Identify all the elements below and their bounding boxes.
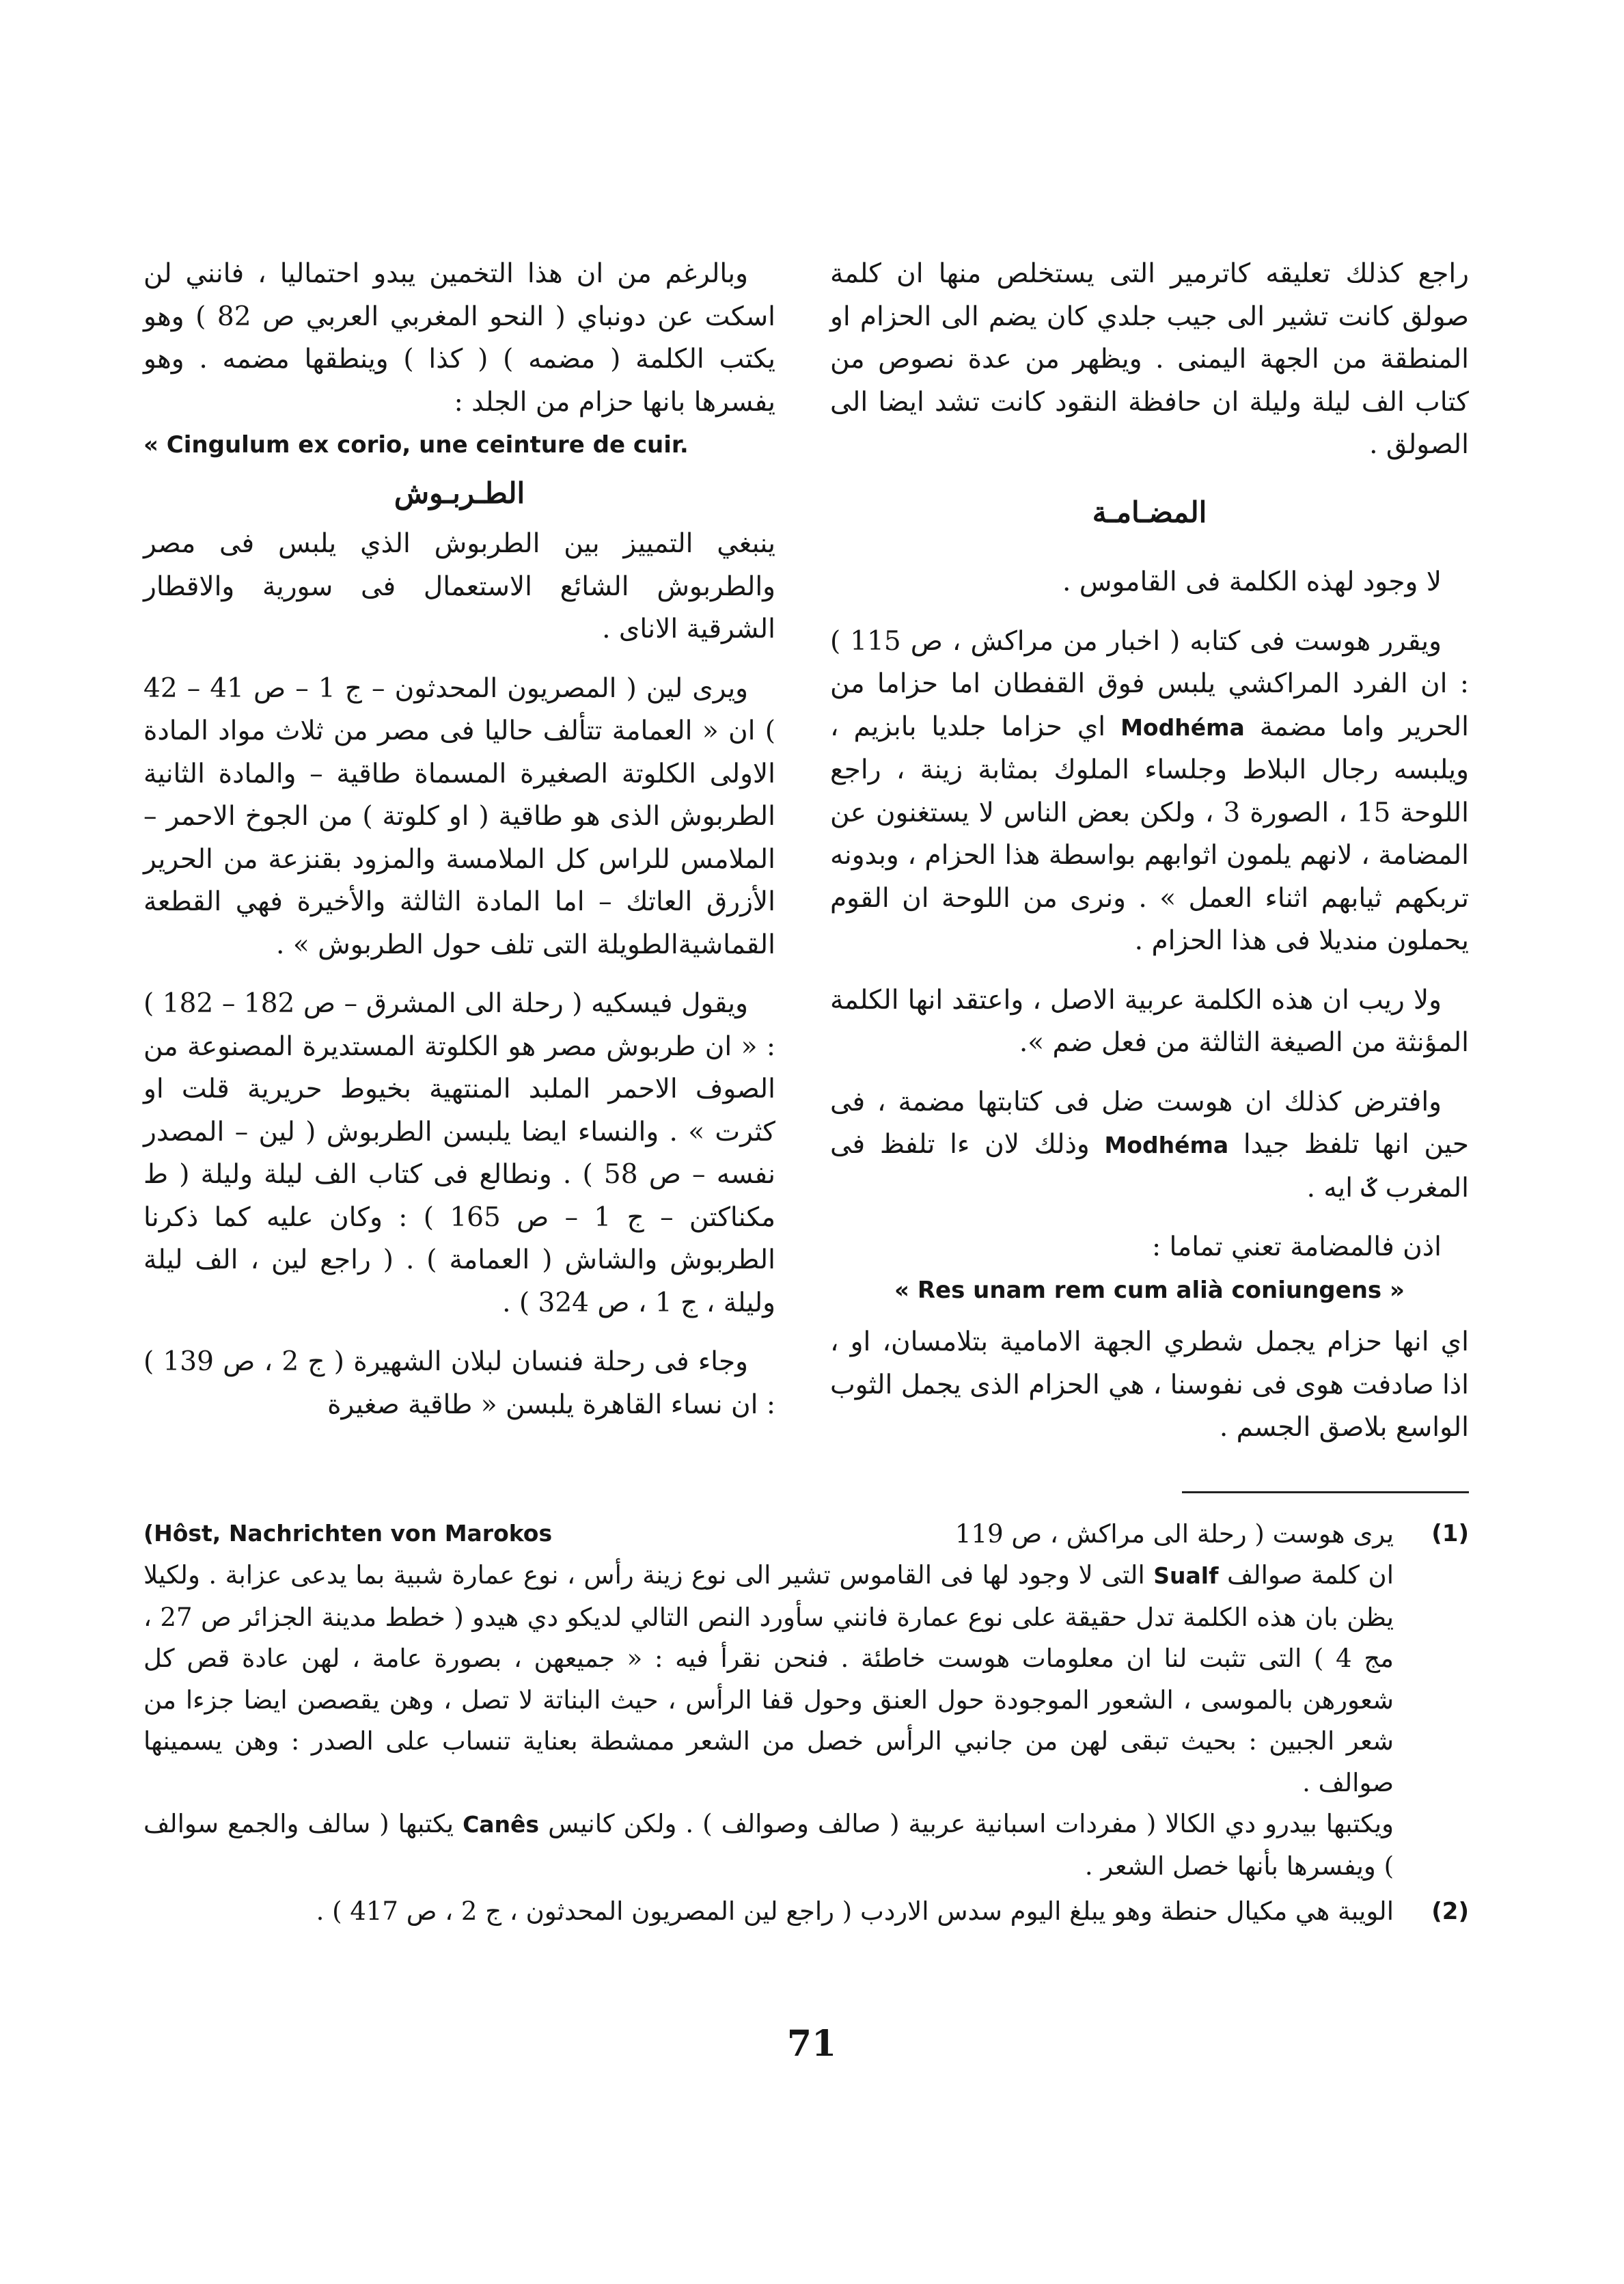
section-heading-tarbush: الطـربـوش	[394, 476, 525, 510]
footnote-1-marker: (1)	[1431, 1520, 1469, 1547]
right-paragraph-4	[830, 1081, 1469, 1210]
right-column	[830, 253, 1469, 1466]
right-paragraph-2-text-b: اي حزاما جلديا بابزيم ، ويلبسه رجال البلاط وجلساء الملوك بمثابة زينة ، راجع اللوحة 15 ، الصورة 3 ، ولكن بعض الناس لا يستغنون عن المضامة ، لانهم يلمون اثوابهم بواسطة هذا الحزام ، وبدونه تربكهم ثيابهم اثناء العمل » . ونرى من اللوحة ان القوم يحملون منديلا فى هذا الحزام .	[830, 711, 1469, 956]
footnote-1-latin-sualf: Sualf	[1153, 1562, 1219, 1589]
footnote-1	[143, 1513, 1469, 1887]
left-paragraph-3: ويقول فيسكيه ( رحلة الى المشرق – ص 182 – 182 ) : « ان طربوش مصر هو الكلوتة المستديرة المصنوعة من الصوف الاحمر الملبد المنتهية بخيوط حريرية قلت او كثرت » . والنساء ايضا يلبسن الطربوش ( لين – المصدر نفسه – ص 58 ) . ونطالع فى كتاب الف ليلة وليلة ( ط مكناكتن – ج 1 – ص 165 ) : وكان عليه كما ذكرنا الطربوش والشاش ( العمامة ) . ( راجع لين ، الف ليلة وليلة ، ج 1 ، ص 324 ) .	[143, 988, 775, 1318]
footnote-2-marker: (2)	[1431, 1898, 1469, 1925]
footnote-1-text-c: ويكتبها بيدرو دي الكالا ( مفردات اسبانية عربية ( صالف وصوالف ) . ولكن كانيس	[548, 1809, 1394, 1838]
footnote-1-text-a: ان كلمة صوالف	[1227, 1560, 1394, 1590]
left-paragraph-1: ينبغي التمييز بين الطربوش الذي يلبس فى مصر والطربوش الشائع الاستعمال فى سورية والاقطار الشرقية الاناى .	[143, 528, 775, 644]
footnote-2	[143, 1891, 1469, 1933]
right-paragraph-5: اذن فالمضامة تعني تماما :	[1151, 1232, 1442, 1262]
left-paragraph-4: وجاء فى رحلة فنسان لبلان الشهيرة ( ج 2 ، ص 139 ) : ان نساء القاهرة يلبسن « طاقية صغيرة	[143, 1346, 775, 1420]
right-paragraph-6: اي انها حزام يجمل شطري الجهة الامامية بتلامسان، او ، اذا صادفت هوى فى نفوسنا ، هي الحزام الذى يجمل الثوب الواسع بلاصق الجسم .	[830, 1327, 1469, 1443]
latin-quote-res-unam: « Res unam rem cum alià coniungens »	[894, 1276, 1405, 1304]
footnote-2-text: الويبة هي مكيال حنطة وهو يبلغ اليوم سدس الاردب ( راجع لين المصريون المحدثون ، ج 2 ، ص 417 ) .	[316, 1896, 1394, 1926]
right-paragraph-2-latin: Modhéma	[1120, 713, 1245, 741]
left-paragraph-2: ويرى لين ( المصريون المحدثون – ج 1 – ص 41 – 42 ) ان « العمامة تتألف حاليا فى مصر من ثلاث مواد المادة الاولى الكلوتة الصغيرة المسماة طاقية – والمادة الثانية الطربوش الذى هو طاقية ( او كلوتة ) من الجوخ الاحمر – الملامس للراس كل الملامسة والمزود بقنزعة من الحرير الأزرق العاتك – اما المادة الثالثة والأخيرة فهي القطعة القماشيةالطويلة التى تلف حول الطربوش » .	[143, 672, 776, 960]
latin-quote-cingulum: « Cingulum ex corio, une ceinture de cuir.	[143, 431, 689, 459]
footnote-1-text-d: يكتبها ( سالف والجمع سوالف ) ويفسرها بأنها خصل الشعر .	[143, 1809, 1394, 1881]
left-column	[143, 253, 775, 1443]
footnote-1-body	[143, 1555, 1394, 1804]
right-paragraph-4-latin: Modhéma	[1104, 1132, 1229, 1158]
right-paragraph-2-text-a: ويقرر هوست فى كتابه ( اخبار من مراكش ، ص 115 ) : ان الفرد المراكشي يلبس فوق القفطان اما حزاما من الحرير واما مضمة	[830, 625, 1469, 742]
right-intro-paragraph: راجع كذلك تعليقه كاترمير التى يستخلص منها ان كلمة صولق كانت تشير الى جيب جلدي كان يضم الى الحزام او المنطقة من الجهة اليمنى . ويظهر من عدة نصوص من كتاب الف ليلة وليلة ان حافظة النقود كانت تشد ايضا الى الصولق .	[830, 258, 1469, 460]
footnote-1-lead: يرى هوست ( رحلة الى مراكش ، ص 119	[955, 1519, 1394, 1549]
footnote-1-text-b: التى لا وجود لها فى القاموس تشير الى نوع زينة رأس ، نوع عمارة شبية بما يدعى عزابة . ولكيلا يظن بان هذه الكلمة تدل حقيقة على نوع عمارة فانني سأورد النص التالي لديكو دي هيدو ( خطط مدينة الجزائر ص 27 ، مج 4 ) التى تثبت لنا ان معلومات هوست خاطئة . فنحن نقرأ فيه : « جميعهن ، بصورة عامة ، لهن عادة قص كل شعورهن بالموسى ، الشعور الموجودة حول العنق وحول قفا الرأس ، حيث البناتة لا تصل ، وهن يقصصن ايضا جزءا من شعر الجبين : بحيث تبقى لهن من جانبي الرأس خصل من الشعر ممشطة بعناية تنساب على الصدر : وهن يسمينها صوالف .	[143, 1560, 1394, 1797]
page-number: 71	[786, 2023, 837, 2065]
left-intro-paragraph: وبالرغم من ان هذا التخمين يبدو احتماليا ، فانني لن اسكت عن دونباي ( النحو المغربي العربي ص 82 ) وهو يكتب الكلمة ( مضمه ) ( كذا ) وينطقها مضمه . وهو يفسرها بانها حزام من الجلد :	[143, 258, 775, 418]
right-paragraph-4-text-a: وافترض كذلك ان هوست ضل فى كتابتها مضمة ، فى حين انها تلفظ جيدا	[830, 1086, 1469, 1160]
right-paragraph-1: لا وجود لهذه الكلمة فى القاموس .	[1062, 567, 1442, 597]
section-heading-mudama: المضـامـة	[1092, 495, 1207, 529]
footnotes	[143, 1513, 1469, 1937]
right-paragraph-4-text-b: وذلك لان ءا تلفظ فى المغرب ػ ايه .	[830, 1129, 1469, 1204]
right-paragraph-2	[830, 621, 1469, 963]
footnote-1-latin-canes: Canês	[463, 1811, 540, 1838]
footnote-separator-rule	[1182, 1491, 1469, 1493]
footnote-1-continuation	[143, 1804, 1394, 1887]
footnote-1-latin-citation: (Hôst, Nachrichten von Marokos	[143, 1520, 553, 1547]
right-paragraph-3: ولا ريب ان هذه الكلمة عربية الاصل ، واعتقد انها الكلمة المؤنثة من الصيغة الثالثة من فعل ضم ».	[830, 984, 1469, 1058]
